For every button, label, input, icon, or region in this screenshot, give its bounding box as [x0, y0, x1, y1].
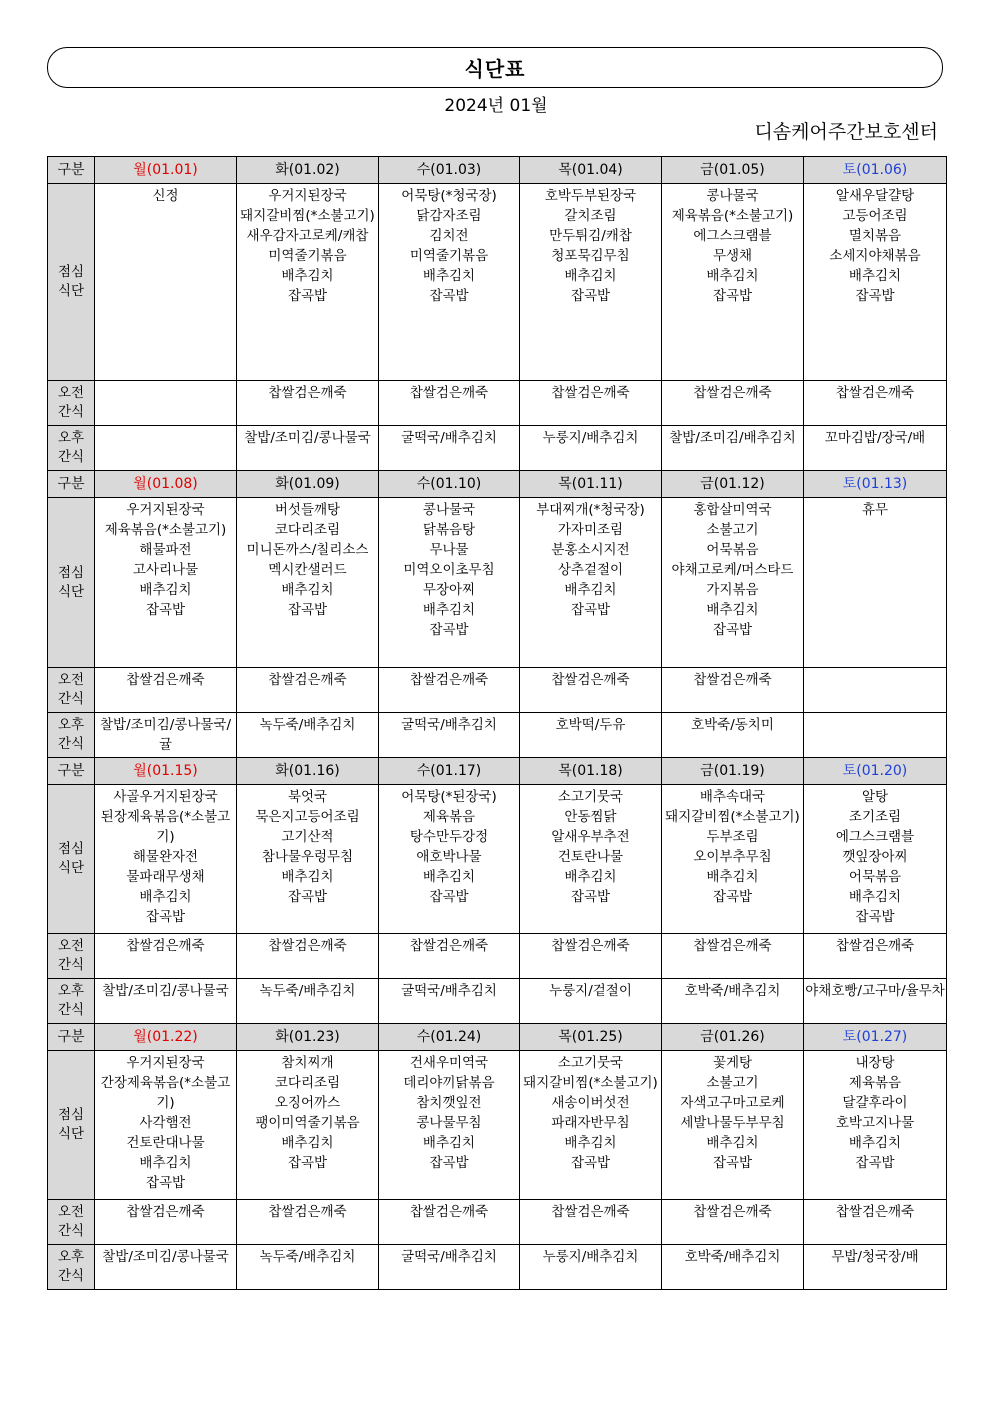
header-label: 구분 [48, 758, 95, 785]
pm-snack-cell [95, 426, 237, 471]
lunch-menu-cell: 어묵탕(*청국장) 닭감자조림 김치전 미역줄기볶음 배추김치 잡곡밥 [379, 184, 520, 381]
pm-snack-cell: 굴떡국/배추김치 [379, 979, 520, 1024]
day-header: 화(01.23) [237, 1024, 379, 1051]
day-header: 수(01.17) [379, 758, 520, 785]
lunch-menu-cell: 호박두부된장국 갈치조림 만두튀김/캐찹 청포묵김무침 배추김치 잡곡밥 [520, 184, 662, 381]
pm-snack-cell: 호박죽/동치미 [662, 713, 804, 758]
header-label: 구분 [48, 1024, 95, 1051]
day-header: 월(01.15) [95, 758, 237, 785]
lunch-row [48, 785, 947, 934]
pm-snack-cell: 호박죽/배추김치 [662, 979, 804, 1024]
am-snack-cell: 찹쌀검은깨죽 [237, 1200, 379, 1245]
am-snack-cell: 찹쌀검은깨죽 [379, 381, 520, 426]
day-header: 수(01.24) [379, 1024, 520, 1051]
meal-table [47, 156, 947, 1290]
am-snack-cell [804, 668, 947, 713]
am-snack-cell: 찹쌀검은깨죽 [520, 381, 662, 426]
am-snack-cell: 찹쌀검은깨죽 [520, 1200, 662, 1245]
lunch-menu-cell: 꽃게탕 소불고기 자색고구마고로케 세발나물두부무침 배추김치 잡곡밥 [662, 1051, 804, 1200]
day-header: 금(01.19) [662, 758, 804, 785]
lunch-menu-cell: 건새우미역국 데리야끼닭볶음 참치깻잎전 콩나물무침 배추김치 잡곡밥 [379, 1051, 520, 1200]
pm-snack-label: 오후 간식 [48, 426, 95, 471]
day-header: 토(01.06) [804, 157, 947, 184]
am-snack-cell: 찹쌀검은깨죽 [520, 934, 662, 979]
lunch-row [48, 498, 947, 668]
day-header: 화(01.02) [237, 157, 379, 184]
pm-snack-cell: 굴떡국/배추김치 [379, 713, 520, 758]
am-snack-cell: 찹쌀검은깨죽 [379, 934, 520, 979]
center-name: 디솜케어주간보호센터 [754, 121, 938, 143]
pm-snack-cell: 찰밥/조미김/콩나물국 [237, 426, 379, 471]
pm-snack-row [48, 979, 947, 1024]
lunch-menu-cell: 우거지된장국 간장제육볶음(*소불고기) 사각햄전 건토란대나물 배추김치 잡곡밥 [95, 1051, 237, 1200]
lunch-menu-cell: 어묵탕(*된장국) 제육볶음 탕수만두강정 애호박나물 배추김치 잡곡밥 [379, 785, 520, 934]
week-header-row [48, 1024, 947, 1051]
pm-snack-cell: 무밥/청국장/배 [804, 1245, 947, 1290]
day-header: 수(01.10) [379, 471, 520, 498]
pm-snack-cell: 찰밥/조미김/콩나물국/귤 [95, 713, 237, 758]
lunch-label: 점심 식단 [48, 498, 95, 668]
am-snack-cell: 찹쌀검은깨죽 [237, 668, 379, 713]
pm-snack-cell: 찰밥/조미김/콩나물국 [95, 1245, 237, 1290]
day-header: 수(01.03) [379, 157, 520, 184]
week-header-row [48, 471, 947, 498]
am-snack-row [48, 1200, 947, 1245]
pm-snack-row [48, 713, 947, 758]
lunch-menu-cell: 참치찌개 코다리조림 오징어까스 팽이미역줄기볶음 배추김치 잡곡밥 [237, 1051, 379, 1200]
am-snack-cell: 찹쌀검은깨죽 [804, 934, 947, 979]
lunch-menu-cell: 알새우달걀탕 고등어조림 멸치볶음 소세지야채볶음 배추김치 잡곡밥 [804, 184, 947, 381]
am-snack-row [48, 668, 947, 713]
am-snack-cell: 찹쌀검은깨죽 [95, 1200, 237, 1245]
pm-snack-cell: 녹두죽/배추김치 [237, 979, 379, 1024]
pm-snack-cell: 누룽지/배추김치 [520, 1245, 662, 1290]
am-snack-label: 오전 간식 [48, 381, 95, 426]
lunch-menu-cell: 우거지된장국 제육볶음(*소불고기) 해물파전 고사리나물 배추김치 잡곡밥 [95, 498, 237, 668]
pm-snack-cell: 야채호빵/고구마/율무차 [804, 979, 947, 1024]
day-header: 월(01.22) [95, 1024, 237, 1051]
am-snack-cell: 찹쌀검은깨죽 [379, 668, 520, 713]
am-snack-cell: 찹쌀검은깨죽 [662, 668, 804, 713]
am-snack-cell: 찹쌀검은깨죽 [662, 934, 804, 979]
am-snack-row [48, 381, 947, 426]
am-snack-label: 오전 간식 [48, 668, 95, 713]
am-snack-cell: 찹쌀검은깨죽 [379, 1200, 520, 1245]
week-header-row [48, 157, 947, 184]
lunch-row [48, 184, 947, 381]
month-label: 2024년 01월 [444, 96, 548, 116]
day-header: 목(01.25) [520, 1024, 662, 1051]
pm-snack-cell: 찰밥/조미김/배추김치 [662, 426, 804, 471]
pm-snack-row [48, 1245, 947, 1290]
day-header: 화(01.09) [237, 471, 379, 498]
header-label: 구분 [48, 471, 95, 498]
lunch-menu-cell: 내장탕 제육볶음 달걀후라이 호박고지나물 배추김치 잡곡밥 [804, 1051, 947, 1200]
am-snack-cell: 찹쌀검은깨죽 [95, 668, 237, 713]
title-box [47, 47, 943, 88]
day-header: 화(01.16) [237, 758, 379, 785]
lunch-menu-cell: 북엇국 묵은지고등어조림 고기산적 참나물우렁무침 배추김치 잡곡밥 [237, 785, 379, 934]
pm-snack-cell: 호박떡/두유 [520, 713, 662, 758]
pm-snack-label: 오후 간식 [48, 979, 95, 1024]
pm-snack-cell: 누룽지/배추김치 [520, 426, 662, 471]
am-snack-label: 오전 간식 [48, 1200, 95, 1245]
day-header: 토(01.20) [804, 758, 947, 785]
lunch-menu-cell: 사골우거지된장국 된장제육볶음(*소불고기) 해물완자전 물파래무생채 배추김치 잡곡밥 [95, 785, 237, 934]
lunch-row [48, 1051, 947, 1200]
lunch-menu-cell: 알탕 조기조림 에그스크램블 깻잎장아찌 어묵볶음 배추김치 잡곡밥 [804, 785, 947, 934]
lunch-menu-cell: 소고기뭇국 돼지갈비찜(*소불고기) 새송이버섯전 파래자반무침 배추김치 잡곡밥 [520, 1051, 662, 1200]
day-header: 목(01.11) [520, 471, 662, 498]
pm-snack-cell: 굴떡국/배추김치 [379, 426, 520, 471]
lunch-menu-cell: 배추속대국 돼지갈비찜(*소불고기) 두부조림 오이부추무침 배추김치 잡곡밥 [662, 785, 804, 934]
pm-snack-cell: 녹두죽/배추김치 [237, 713, 379, 758]
page-title: 식단표 [464, 57, 526, 81]
am-snack-label: 오전 간식 [48, 934, 95, 979]
lunch-label: 점심 식단 [48, 1051, 95, 1200]
am-snack-cell: 찹쌀검은깨죽 [662, 381, 804, 426]
pm-snack-cell: 녹두죽/배추김치 [237, 1245, 379, 1290]
am-snack-cell: 찹쌀검은깨죽 [95, 934, 237, 979]
pm-snack-label: 오후 간식 [48, 1245, 95, 1290]
day-header: 금(01.12) [662, 471, 804, 498]
am-snack-cell: 찹쌀검은깨죽 [804, 381, 947, 426]
pm-snack-cell: 찰밥/조미김/콩나물국 [95, 979, 237, 1024]
day-header: 월(01.08) [95, 471, 237, 498]
am-snack-row [48, 934, 947, 979]
lunch-menu-cell: 소고기뭇국 안동찜닭 알새우부추전 건토란나물 배추김치 잡곡밥 [520, 785, 662, 934]
day-header: 토(01.13) [804, 471, 947, 498]
day-header: 금(01.05) [662, 157, 804, 184]
week-header-row [48, 758, 947, 785]
day-header: 금(01.26) [662, 1024, 804, 1051]
day-header: 목(01.18) [520, 758, 662, 785]
lunch-menu-cell: 신정 [95, 184, 237, 381]
lunch-menu-cell: 콩나물국 닭볶음탕 무나물 미역오이초무침 무장아찌 배추김치 잡곡밥 [379, 498, 520, 668]
lunch-menu-cell: 부대찌개(*청국장) 가자미조림 분홍소시지전 상추겉절이 배추김치 잡곡밥 [520, 498, 662, 668]
day-header: 월(01.01) [95, 157, 237, 184]
pm-snack-row [48, 426, 947, 471]
pm-snack-cell: 누룽지/겉절이 [520, 979, 662, 1024]
lunch-menu-cell: 우거지된장국 돼지갈비찜(*소불고기) 새우감자고로케/캐찹 미역줄기볶음 배추김치 잡곡밥 [237, 184, 379, 381]
pm-snack-cell: 꼬마김밥/장국/배 [804, 426, 947, 471]
header-label: 구분 [48, 157, 95, 184]
lunch-menu-cell: 휴무 [804, 498, 947, 668]
pm-snack-cell [804, 713, 947, 758]
day-header: 목(01.04) [520, 157, 662, 184]
am-snack-cell: 찹쌀검은깨죽 [662, 1200, 804, 1245]
lunch-label: 점심 식단 [48, 785, 95, 934]
pm-snack-cell: 굴떡국/배추김치 [379, 1245, 520, 1290]
day-header: 토(01.27) [804, 1024, 947, 1051]
am-snack-cell: 찹쌀검은깨죽 [804, 1200, 947, 1245]
lunch-menu-cell: 홍합살미역국 소불고기 어묵볶음 야채고로케/머스타드 가지볶음 배추김치 잡곡밥 [662, 498, 804, 668]
am-snack-cell: 찹쌀검은깨죽 [237, 381, 379, 426]
lunch-menu-cell: 콩나물국 제육볶음(*소불고기) 에그스크램블 무생채 배추김치 잡곡밥 [662, 184, 804, 381]
am-snack-cell [95, 381, 237, 426]
am-snack-cell: 찹쌀검은깨죽 [237, 934, 379, 979]
pm-snack-label: 오후 간식 [48, 713, 95, 758]
pm-snack-cell: 호박죽/배추김치 [662, 1245, 804, 1290]
lunch-label: 점심 식단 [48, 184, 95, 381]
am-snack-cell: 찹쌀검은깨죽 [520, 668, 662, 713]
lunch-menu-cell: 버섯들깨탕 코다리조림 미니돈까스/칠리소스 멕시칸샐러드 배추김치 잡곡밥 [237, 498, 379, 668]
